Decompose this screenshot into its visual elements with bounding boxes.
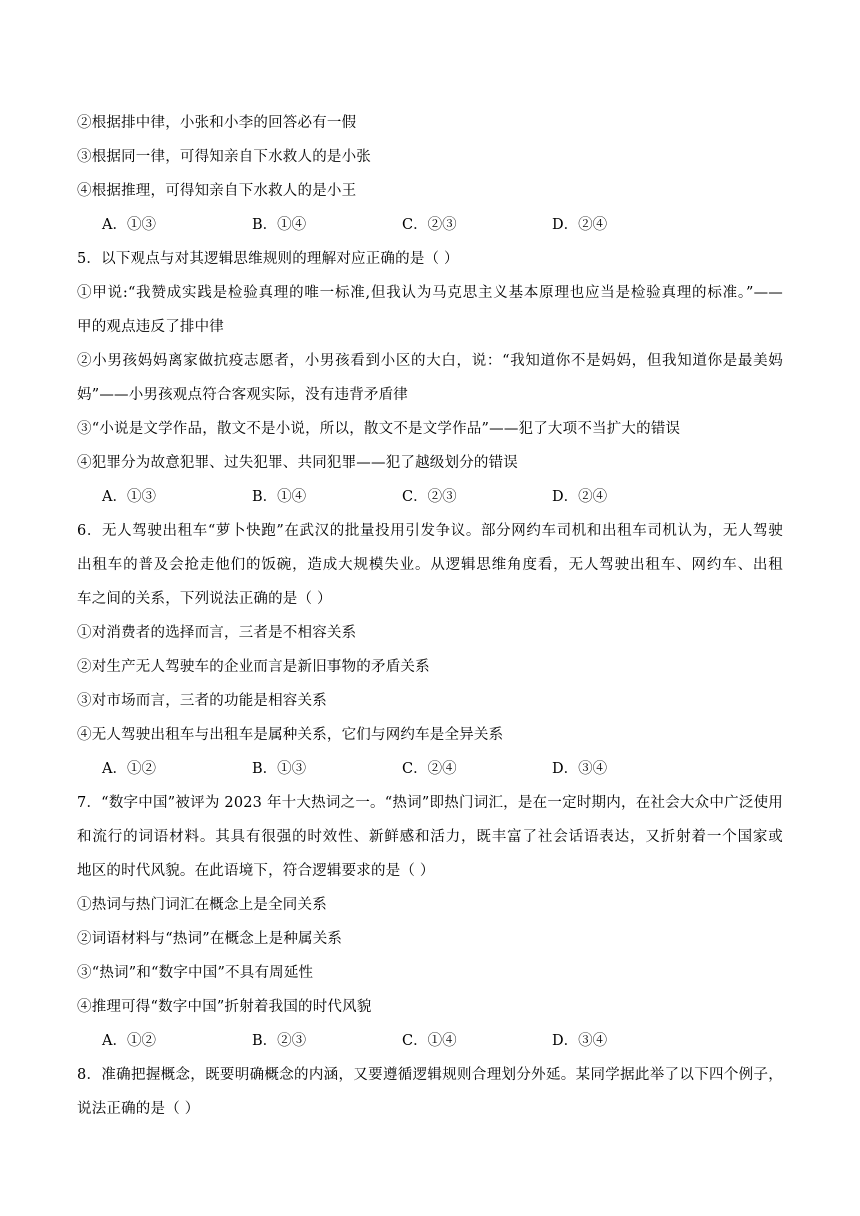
q6-item-3: ③对市场而言，三者的功能是相容关系 <box>77 693 327 709</box>
q7-item-1: ①热词与热门词汇在概念上是全同关系 <box>77 897 327 913</box>
q6-item-2: ②对生产无人驾驶车的企业而言是新旧事物的矛盾关系 <box>77 659 430 675</box>
q5-item-2-line-1: ②小男孩妈妈离家做抗疫志愿者，小男孩看到小区的大白，说：“我知道你不是妈妈，但我知道你是最美妈 <box>77 353 783 369</box>
question-content <box>77 106 783 1126</box>
q7-option-a[interactable]: A．①② <box>102 1033 156 1049</box>
q4-item-4: ④根据推理，可得知亲自下水救人的是小王 <box>77 183 357 199</box>
q4-options <box>77 208 783 242</box>
q4-option-b[interactable]: B．①④ <box>252 217 307 233</box>
q7-options <box>77 1024 783 1058</box>
q5-option-a[interactable]: A．①③ <box>102 489 156 505</box>
q6-stem-line-3: 车之间的关系，下列说法正确的是（ ） <box>77 591 332 607</box>
q5-option-d[interactable]: D．②④ <box>552 489 608 505</box>
q6-option-c[interactable]: C．②④ <box>402 761 457 777</box>
q5-item-3: ③“小说是文学作品，散文不是小说，所以，散文不是文学作品”——犯了大项不当扩大的错误 <box>77 421 681 437</box>
q5-item-2-line-2: 妈”——小男孩观点符合客观实际，没有违背矛盾律 <box>77 387 409 403</box>
q7-item-4: ④推理可得“数字中国”折射着我国的时代风貌 <box>77 999 372 1015</box>
q4-item-3: ③根据同一律，可得知亲自下水救人的是小张 <box>77 149 371 165</box>
q6-options <box>77 752 783 786</box>
q5-item-1-line-1: ①甲说:“我赞成实践是检验真理的唯一标准,但我认为马克思主义基本原理也应当是检验真理的标准。”—— <box>77 285 783 301</box>
q6-option-a[interactable]: A．①② <box>102 761 156 777</box>
q4-option-c[interactable]: C．②③ <box>402 217 457 233</box>
q7-stem-line-2: 和流行的词语材料。其具有很强的时效性、新鲜感和活力，既丰富了社会话语表达，又折射着一个国家或 <box>77 829 783 845</box>
q5-item-4: ④犯罪分为故意犯罪、过失犯罪、共同犯罪——犯了越级划分的错误 <box>77 455 518 471</box>
q7-item-2: ②词语材料与“热词”在概念上是种属关系 <box>77 931 343 947</box>
q6-option-d[interactable]: D．③④ <box>552 761 608 777</box>
q8-stem-line-1: 8．准确把握概念，既要明确概念的内涵，又要遵循逻辑规则合理划分外延。某同学据此举了以下四个例子， <box>77 1067 783 1083</box>
q4-option-a[interactable]: A．①③ <box>102 217 156 233</box>
q5-item-1-line-2: 甲的观点违反了排中律 <box>77 319 224 335</box>
q7-option-d[interactable]: D．③④ <box>552 1033 608 1049</box>
q6-item-1: ①对消费者的选择而言，三者是不相容关系 <box>77 625 357 641</box>
q6-item-4: ④无人驾驶出租车与出租车是属种关系，它们与网约车是全异关系 <box>77 727 504 743</box>
q7-option-c[interactable]: C．①④ <box>402 1033 457 1049</box>
q6-option-b[interactable]: B．①③ <box>252 761 307 777</box>
q8-stem-line-2: 说法正确的是（ ） <box>77 1101 200 1117</box>
q5-options <box>77 480 783 514</box>
q6-stem-line-2: 出租车的普及会抢走他们的饭碗，造成大规模失业。从逻辑思维角度看，无人驾驶出租车、网约车、出租 <box>77 557 783 573</box>
q5-option-c[interactable]: C．②③ <box>402 489 457 505</box>
q6-stem-line-1: 6．无人驾驶出租车“萝卜快跑”在武汉的批量投用引发争议。部分网约车司机和出租车司机认为，无人驾驶 <box>77 523 783 539</box>
q5-option-b[interactable]: B．①④ <box>252 489 307 505</box>
q4-item-2: ②根据排中律，小张和小李的回答必有一假 <box>77 115 357 131</box>
q7-option-b[interactable]: B．②③ <box>252 1033 307 1049</box>
q5-stem: 5．以下观点与对其逻辑思维规则的理解对应正确的是（ ） <box>77 251 459 267</box>
q7-stem-line-1: 7．“数字中国”被评为 2023 年十大热词之一。“热词”即热门词汇，是在一定时期内，在社会大众中广泛使用 <box>77 795 783 811</box>
q4-option-d[interactable]: D．②④ <box>552 217 608 233</box>
q7-stem-line-3: 地区的时代风貌。在此语境下，符合逻辑要求的是（ ） <box>77 863 435 879</box>
q7-item-3: ③“热词”和“数字中国”不具有周延性 <box>77 965 314 981</box>
